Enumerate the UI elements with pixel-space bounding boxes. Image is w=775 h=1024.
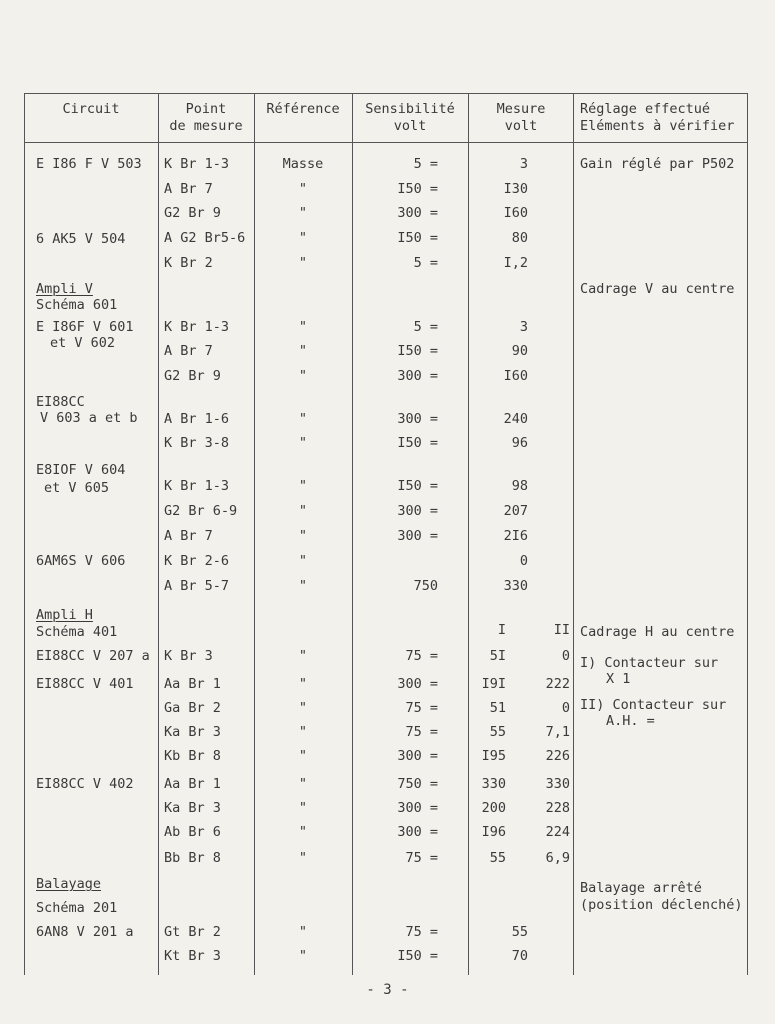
reference-value: Masse <box>282 156 324 172</box>
table-top-rule <box>24 93 747 94</box>
sensibilite-value: I50 = <box>397 435 438 451</box>
reference-value: " <box>298 503 308 519</box>
header-point-line1: Point <box>185 101 227 117</box>
mesure-value-i: I96 <box>481 824 506 840</box>
sensibilite-value: I50 = <box>397 478 438 494</box>
mesure-value-ii: 226 <box>545 748 570 764</box>
mesure-value-i: I <box>497 622 506 638</box>
reference-value: " <box>298 824 308 840</box>
mesure-value: I,2 <box>503 255 528 271</box>
point-de-mesure: G2 Br 6-9 <box>164 503 238 519</box>
sensibilite-value: 5 = <box>413 255 438 271</box>
point-de-mesure: Gt Br 2 <box>164 924 221 940</box>
point-de-mesure: K Br 1-3 <box>164 156 230 172</box>
circuit-label: Schéma 601 <box>36 297 118 313</box>
remark-text: Gain réglé par P502 <box>580 156 735 172</box>
point-de-mesure: Ga Br 2 <box>164 700 221 716</box>
reference-value: " <box>298 553 308 569</box>
circuit-label: V 603 a et b <box>40 410 138 426</box>
mesure-value-ii: 7,1 <box>545 724 570 740</box>
remark-text: II) Contacteur sur <box>580 697 727 713</box>
sensibilite-value: 300 = <box>397 503 438 519</box>
header-mesure-line2: volt <box>504 118 538 134</box>
header-mesure-line1: Mesure <box>496 101 546 117</box>
remark-text: Cadrage V au centre <box>580 281 735 297</box>
reference-value: " <box>298 776 308 792</box>
sensibilite-value: I50 = <box>397 181 438 197</box>
sensibilite-value: 5 = <box>413 319 438 335</box>
sensibilite-value: 75 = <box>405 700 438 716</box>
header-reference: Référence <box>266 101 340 117</box>
mesure-value: I30 <box>503 181 528 197</box>
reference-value: " <box>298 205 308 221</box>
column-rule-0 <box>24 93 25 975</box>
sensibilite-value: 300 = <box>397 411 438 427</box>
point-de-mesure: Ab Br 6 <box>164 824 221 840</box>
mesure-value-ii: 224 <box>545 824 570 840</box>
point-de-mesure: K Br 3-8 <box>164 435 230 451</box>
header-circuit: Circuit <box>62 101 120 117</box>
mesure-value-ii: 222 <box>545 676 570 692</box>
header-reglage-line2: Eléments à vérifier <box>580 118 735 134</box>
column-rule-1 <box>158 93 159 975</box>
point-de-mesure: A Br 5-7 <box>164 578 230 594</box>
point-de-mesure: A Br 7 <box>164 343 213 359</box>
sensibilite-value: 300 = <box>397 800 438 816</box>
reference-value: " <box>298 478 308 494</box>
header-bottom-rule <box>24 142 747 143</box>
circuit-label: E I86F V 601 <box>36 319 134 335</box>
sensibilite-value: I50 = <box>397 948 438 964</box>
point-de-mesure: Aa Br 1 <box>164 776 221 792</box>
mesure-value-i: 5I <box>489 648 506 664</box>
mesure-value-ii: II <box>553 622 570 638</box>
circuit-label: et V 605 <box>44 480 110 496</box>
circuit-label: Schéma 201 <box>36 900 118 916</box>
column-rule-4 <box>468 93 469 975</box>
mesure-value: 55 <box>511 924 528 940</box>
reference-value: " <box>298 343 308 359</box>
circuit-label: E I86 F V 503 <box>36 156 142 172</box>
point-de-mesure: Aa Br 1 <box>164 676 221 692</box>
sensibilite-value: 300 = <box>397 368 438 384</box>
sensibilite-value: 300 = <box>397 676 438 692</box>
sensibilite-value: 75 = <box>405 924 438 940</box>
mesure-value: 80 <box>511 230 528 246</box>
sensibilite-value: 300 = <box>397 748 438 764</box>
point-de-mesure: A Br 1-6 <box>164 411 230 427</box>
mesure-value: 3 <box>519 156 528 172</box>
circuit-label: Balayage <box>36 876 102 892</box>
mesure-value-ii: 228 <box>545 800 570 816</box>
circuit-label: E8IOF V 604 <box>36 462 126 478</box>
circuit-label: Ampli H <box>36 607 93 623</box>
sensibilite-value: I50 = <box>397 230 438 246</box>
mesure-value-ii: 0 <box>561 700 570 716</box>
sensibilite-value: 300 = <box>397 528 438 544</box>
header-point-line2: de mesure <box>169 118 243 134</box>
mesure-value-i: 51 <box>489 700 506 716</box>
reference-value: " <box>298 181 308 197</box>
header-reglage-line1: Réglage effectué <box>580 101 711 117</box>
mesure-value-i: I95 <box>481 748 506 764</box>
header-sensibilite-line2: volt <box>393 118 427 134</box>
point-de-mesure: Bb Br 8 <box>164 850 221 866</box>
mesure-value-ii: 330 <box>545 776 570 792</box>
remark-text: Balayage arrêté <box>580 880 702 896</box>
circuit-label: Ampli V <box>36 281 93 297</box>
sensibilite-value: 300 = <box>397 205 438 221</box>
remark-text: (position déclenché) <box>580 897 743 913</box>
point-de-mesure: Kb Br 8 <box>164 748 221 764</box>
remark-text: I) Contacteur sur <box>580 655 719 671</box>
reference-value: " <box>298 850 308 866</box>
reference-value: " <box>298 800 308 816</box>
circuit-label: EI88CC V 207 a <box>36 648 150 664</box>
reference-value: " <box>298 528 308 544</box>
reference-value: " <box>298 255 308 271</box>
point-de-mesure: G2 Br 9 <box>164 205 221 221</box>
mesure-value: 90 <box>511 343 528 359</box>
mesure-value-i: 330 <box>481 776 506 792</box>
point-de-mesure: A G2 Br5-6 <box>164 230 246 246</box>
circuit-label: et V 602 <box>50 335 116 351</box>
sensibilite-value: 75 = <box>405 724 438 740</box>
reference-value: " <box>298 578 308 594</box>
sensibilite-value: I50 = <box>397 343 438 359</box>
mesure-value-i: 55 <box>489 850 506 866</box>
reference-value: " <box>298 368 308 384</box>
circuit-label: 6AN8 V 201 a <box>36 924 134 940</box>
header-sensibilite-line1: Sensibilité <box>365 101 455 117</box>
reference-value: " <box>298 700 308 716</box>
point-de-mesure: K Br 1-3 <box>164 319 230 335</box>
sensibilite-value: 750 <box>413 578 438 594</box>
column-rule-2 <box>254 93 255 975</box>
point-de-mesure: Kt Br 3 <box>164 948 221 964</box>
column-rule-6 <box>747 93 748 975</box>
sensibilite-value: 75 = <box>405 648 438 664</box>
sensibilite-value: 750 = <box>397 776 438 792</box>
sensibilite-value: 75 = <box>405 850 438 866</box>
mesure-value-ii: 6,9 <box>545 850 570 866</box>
point-de-mesure: Ka Br 3 <box>164 724 221 740</box>
mesure-value-ii: 0 <box>561 648 570 664</box>
point-de-mesure: K Br 2 <box>164 255 213 271</box>
reference-value: " <box>298 948 308 964</box>
mesure-value: 98 <box>511 478 528 494</box>
remark-text: A.H. = <box>606 713 655 729</box>
mesure-value: 0 <box>519 553 528 569</box>
mesure-value: 96 <box>511 435 528 451</box>
sensibilite-value: 5 = <box>413 156 438 172</box>
circuit-label: EI88CC V 402 <box>36 776 134 792</box>
remark-text: X 1 <box>606 671 631 687</box>
reference-value: " <box>298 319 308 335</box>
reference-value: " <box>298 411 308 427</box>
point-de-mesure: A Br 7 <box>164 528 213 544</box>
reference-value: " <box>298 724 308 740</box>
mesure-value: 207 <box>503 503 528 519</box>
reference-value: " <box>298 230 308 246</box>
mesure-value-i: 200 <box>481 800 506 816</box>
reference-value: " <box>298 748 308 764</box>
point-de-mesure: K Br 2-6 <box>164 553 230 569</box>
mesure-value-i: 55 <box>489 724 506 740</box>
remark-text: Cadrage H au centre <box>580 624 735 640</box>
point-de-mesure: G2 Br 9 <box>164 368 221 384</box>
point-de-mesure: A Br 7 <box>164 181 213 197</box>
reference-value: " <box>298 648 308 664</box>
point-de-mesure: K Br 1-3 <box>164 478 230 494</box>
circuit-label: 6 AK5 V 504 <box>36 231 126 247</box>
circuit-label: Schéma 401 <box>36 624 118 640</box>
reference-value: " <box>298 924 308 940</box>
circuit-label: 6AM6S V 606 <box>36 553 126 569</box>
column-rule-3 <box>352 93 353 975</box>
column-rule-5 <box>573 93 574 975</box>
page-number: - 3 - <box>366 982 409 998</box>
reference-value: " <box>298 676 308 692</box>
mesure-value: 2I6 <box>503 528 528 544</box>
mesure-value: I60 <box>503 368 528 384</box>
circuit-label: EI88CC <box>36 394 85 410</box>
point-de-mesure: Ka Br 3 <box>164 800 221 816</box>
mesure-value: I60 <box>503 205 528 221</box>
sensibilite-value: 300 = <box>397 824 438 840</box>
mesure-value: 240 <box>503 411 528 427</box>
circuit-label: EI88CC V 401 <box>36 676 134 692</box>
mesure-value: 3 <box>519 319 528 335</box>
mesure-value-i: I9I <box>481 676 506 692</box>
mesure-value: 70 <box>511 948 528 964</box>
point-de-mesure: K Br 3 <box>164 648 213 664</box>
mesure-value: 330 <box>503 578 528 594</box>
reference-value: " <box>298 435 308 451</box>
